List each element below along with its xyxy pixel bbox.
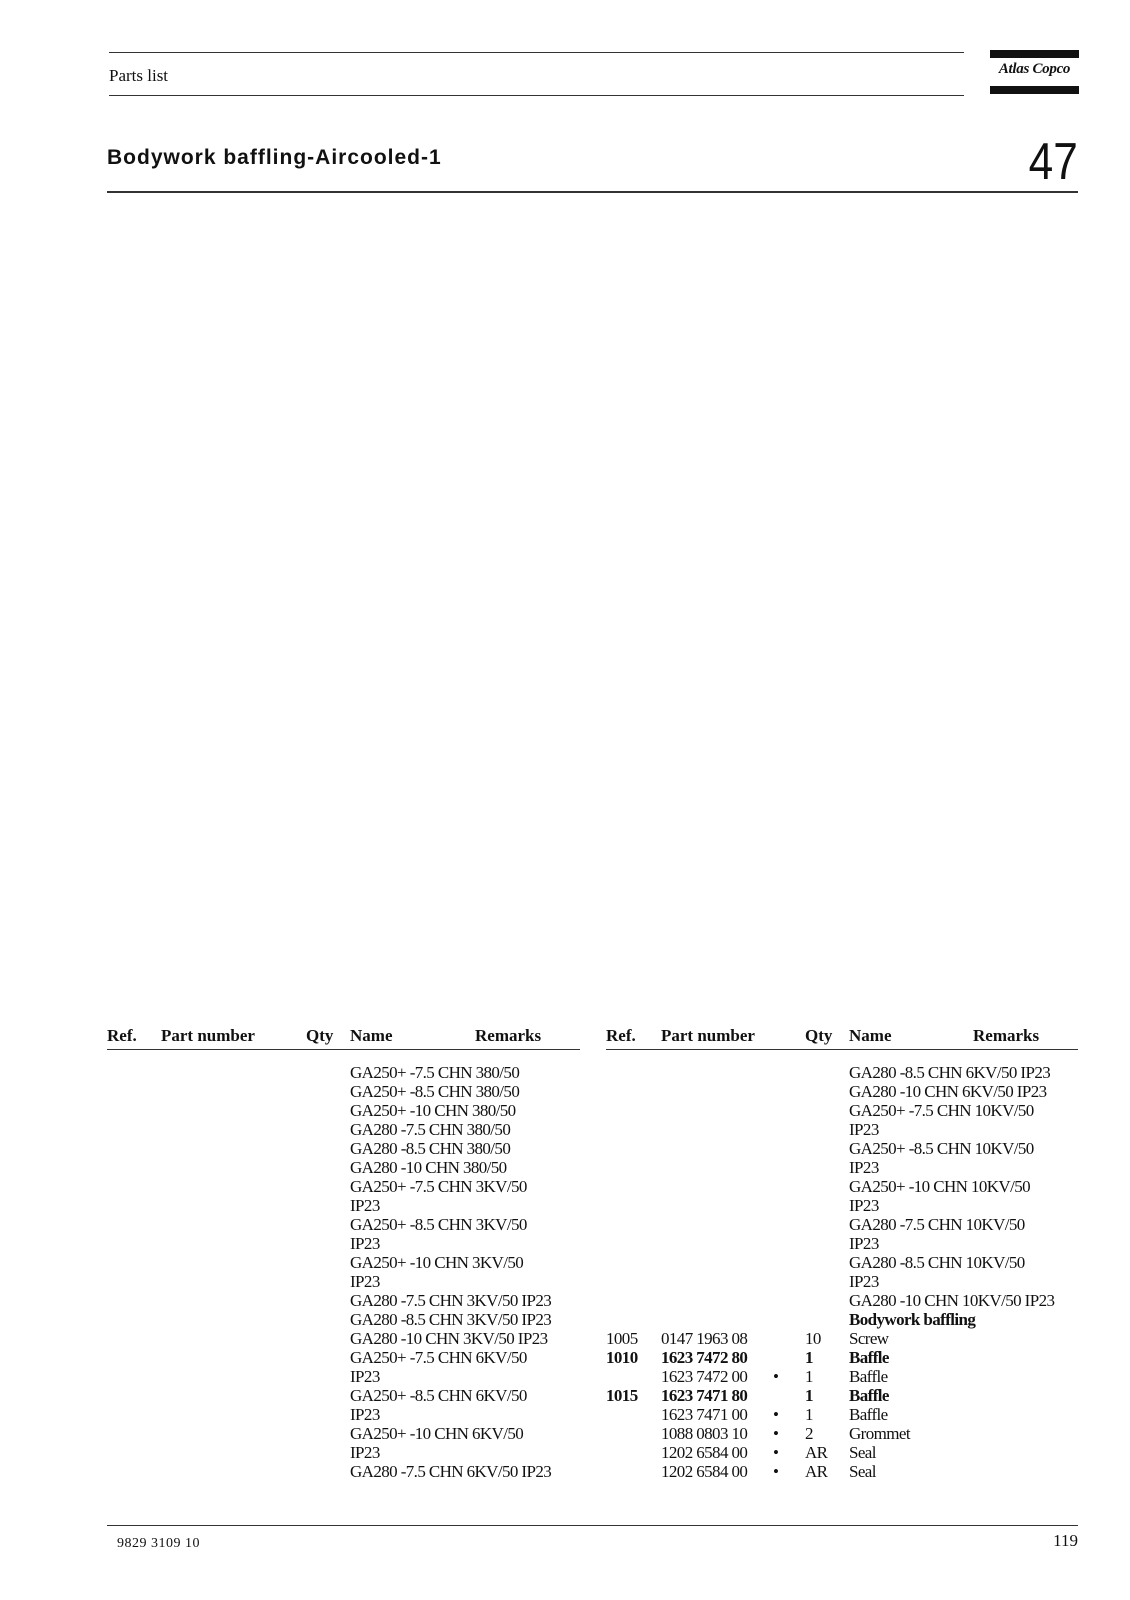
name-cell: GA250+ -10 CHN 10KV/50 (849, 1177, 1031, 1196)
spare-kit-dot: • (773, 1367, 779, 1386)
col-qty-header: Qty (306, 1026, 334, 1045)
name-cell: GA280 -8.5 CHN 3KV/50 IP23 (350, 1310, 552, 1329)
spare-kit-dot: • (773, 1424, 779, 1443)
part-number-cell: 1202 6584 00 (661, 1462, 748, 1481)
part-number-cell: 1623 7471 00 (661, 1405, 748, 1424)
name-cell: GA280 -8.5 CHN 10KV/50 (849, 1253, 1025, 1272)
name-cell: IP23 (849, 1158, 879, 1177)
qty-cell: 10 (805, 1329, 821, 1348)
col-part-number-header: Part number (661, 1026, 755, 1045)
name-cell: Baffle (849, 1367, 888, 1386)
col-name-header: Name (849, 1026, 892, 1045)
name-cell: IP23 (350, 1405, 380, 1424)
name-cell: GA280 -8.5 CHN 380/50 (350, 1139, 511, 1158)
name-cell: GA280 -7.5 CHN 10KV/50 (849, 1215, 1025, 1234)
col-name-header: Name (350, 1026, 393, 1045)
part-number-cell: 1623 7471 80 (661, 1386, 748, 1405)
name-cell: Bodywork baffling (849, 1310, 976, 1329)
document-number: 9829 3109 10 (117, 1536, 200, 1551)
header-top-rule (109, 52, 964, 53)
logo-top-bar (990, 50, 1079, 58)
name-cell: GA250+ -7.5 CHN 6KV/50 (350, 1348, 527, 1367)
table-header (606, 1026, 1078, 1048)
qty-cell: AR (805, 1443, 828, 1462)
spare-kit-dot: • (773, 1462, 779, 1481)
qty-cell: 1 (805, 1405, 813, 1424)
name-cell: GA250+ -7.5 CHN 3KV/50 (350, 1177, 527, 1196)
name-cell: Baffle (849, 1405, 888, 1424)
title-rule (107, 191, 1078, 193)
col-remarks-header: Remarks (973, 1026, 1040, 1045)
name-cell: GA250+ -10 CHN 380/50 (350, 1101, 516, 1120)
name-cell: GA250+ -7.5 CHN 10KV/50 (849, 1101, 1034, 1120)
part-number-cell: 0147 1963 08 (661, 1329, 748, 1348)
col-ref-header: Ref. (606, 1026, 636, 1045)
name-cell: IP23 (849, 1272, 879, 1291)
name-cell: IP23 (350, 1234, 380, 1253)
qty-cell: AR (805, 1462, 828, 1481)
col-part-number-header: Part number (161, 1026, 255, 1045)
table-header (107, 1026, 580, 1048)
name-cell: GA250+ -8.5 CHN 380/50 (350, 1082, 520, 1101)
name-cell: Screw (849, 1329, 889, 1348)
name-cell: GA280 -10 CHN 3KV/50 IP23 (350, 1329, 548, 1348)
col-remarks-header: Remarks (475, 1026, 542, 1045)
name-cell: Grommet (849, 1424, 910, 1443)
name-cell: IP23 (849, 1234, 879, 1253)
name-cell: IP23 (849, 1196, 879, 1215)
name-cell: Seal (849, 1462, 876, 1481)
table-header-rule (606, 1049, 1078, 1050)
name-cell: GA250+ -10 CHN 6KV/50 (350, 1424, 524, 1443)
name-cell: GA250+ -7.5 CHN 380/50 (350, 1063, 520, 1082)
name-cell: GA280 -7.5 CHN 380/50 (350, 1120, 511, 1139)
header-label: Parts list (109, 66, 169, 85)
part-number-cell: 1202 6584 00 (661, 1443, 748, 1462)
spare-kit-dot: • (773, 1443, 779, 1462)
qty-cell: 1 (805, 1367, 813, 1386)
name-cell: GA280 -8.5 CHN 6KV/50 IP23 (849, 1063, 1051, 1082)
ref-cell: 1015 (606, 1386, 638, 1405)
name-cell: GA280 -10 CHN 6KV/50 IP23 (849, 1082, 1047, 1101)
name-cell: Seal (849, 1443, 876, 1462)
atlas-copco-logo (990, 50, 1079, 94)
name-cell: IP23 (350, 1367, 380, 1386)
name-cell: GA250+ -8.5 CHN 10KV/50 (849, 1139, 1034, 1158)
part-number-cell: 1623 7472 80 (661, 1348, 748, 1367)
logo-wordmark: Atlas Copco (998, 61, 1071, 77)
parts-table-right (606, 1026, 1078, 1481)
page-title: Bodywork baffling-Aircooled-1 (107, 146, 442, 169)
ref-cell: 1010 (606, 1348, 638, 1367)
name-cell: GA280 -10 CHN 380/50 (350, 1158, 507, 1177)
name-cell: GA250+ -10 CHN 3KV/50 (350, 1253, 524, 1272)
parts-table-left (107, 1026, 580, 1481)
col-ref-header: Ref. (107, 1026, 137, 1045)
spare-kit-dot: • (773, 1405, 779, 1424)
name-cell: IP23 (350, 1196, 380, 1215)
header-bottom-rule (109, 95, 964, 96)
table-header-rule (107, 1049, 580, 1050)
qty-cell: 2 (805, 1424, 813, 1443)
name-cell: GA250+ -8.5 CHN 6KV/50 (350, 1386, 527, 1405)
footer-rule (107, 1525, 1078, 1526)
qty-cell: 1 (805, 1386, 813, 1405)
name-cell: GA280 -7.5 CHN 6KV/50 IP23 (350, 1462, 552, 1481)
qty-cell: 1 (805, 1348, 813, 1367)
name-cell: Baffle (849, 1348, 889, 1367)
name-cell: GA280 -10 CHN 10KV/50 IP23 (849, 1291, 1055, 1310)
name-cell: IP23 (350, 1443, 380, 1462)
col-qty-header: Qty (805, 1026, 833, 1045)
name-cell: GA280 -7.5 CHN 3KV/50 IP23 (350, 1291, 552, 1310)
page-number: 119 (1053, 1531, 1078, 1550)
name-cell: GA250+ -8.5 CHN 3KV/50 (350, 1215, 527, 1234)
ref-cell: 1005 (606, 1329, 638, 1348)
name-cell: IP23 (849, 1120, 879, 1139)
part-number-cell: 1088 0803 10 (661, 1424, 748, 1443)
section-number: 47 (1028, 133, 1078, 191)
logo-bottom-bar (990, 86, 1079, 94)
name-cell: Baffle (849, 1386, 889, 1405)
name-cell: IP23 (350, 1272, 380, 1291)
part-number-cell: 1623 7472 00 (661, 1367, 748, 1386)
